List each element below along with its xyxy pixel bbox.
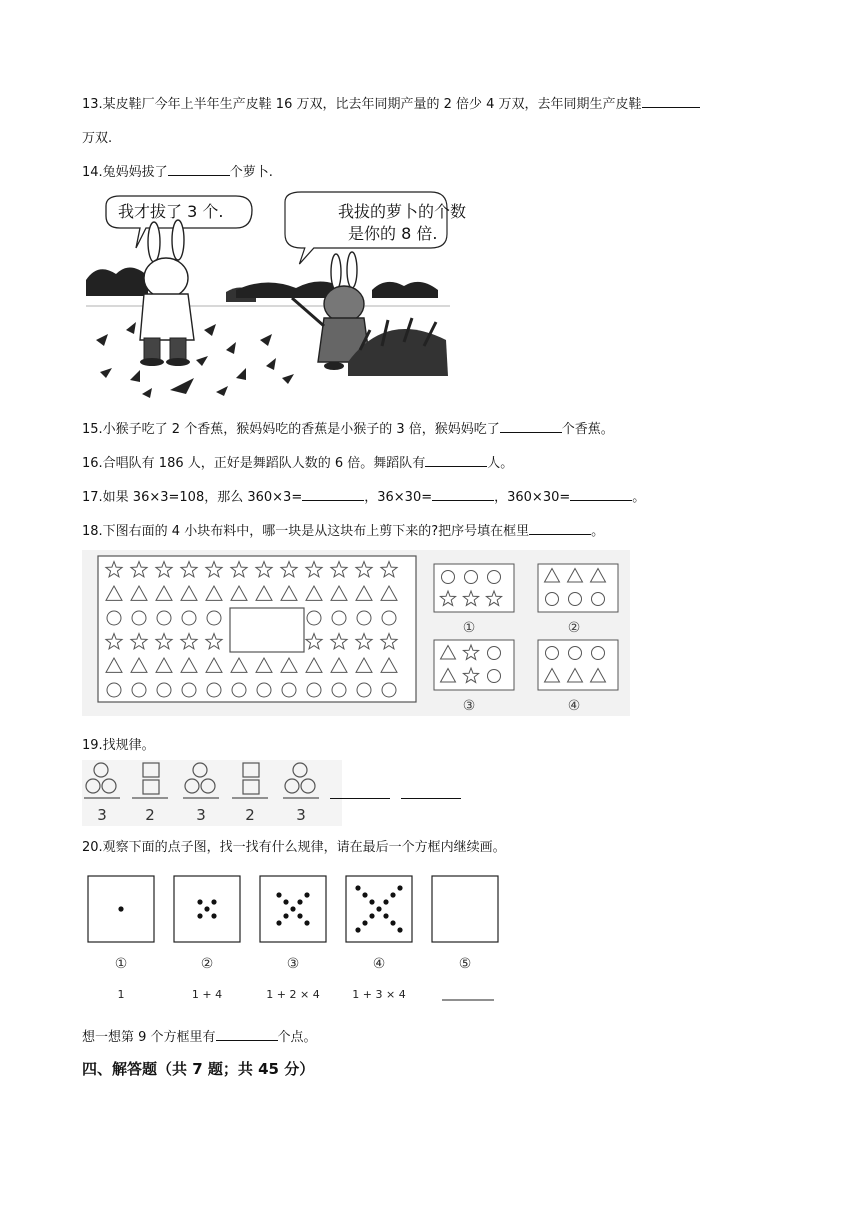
rabbit-illustration xyxy=(86,190,450,402)
box-label: ① xyxy=(114,956,128,972)
answer-blank[interactable] xyxy=(216,1028,278,1041)
box-label: ⑤ xyxy=(458,956,472,972)
option-4-label: ④ xyxy=(567,698,581,714)
left-speech-bubble: 我才拔了 3 个. xyxy=(118,202,224,221)
pattern-number: 2 xyxy=(245,806,255,824)
box-label: ② xyxy=(200,956,214,972)
answer-blank[interactable] xyxy=(432,488,494,501)
section-heading: 四、解答题（共 7 题；共 45 分） xyxy=(82,1060,315,1078)
formula: 1 xyxy=(117,988,125,1001)
answer-blank[interactable] xyxy=(168,163,230,176)
formula: 1 + 2 × 4 xyxy=(266,988,320,1001)
question-17: 17.如果 36×3=108，那么 360×3= ，36×30= ，360×30= 。 xyxy=(82,490,646,505)
pattern-number: 3 xyxy=(196,806,206,824)
dot-pattern-figure xyxy=(82,866,502,1006)
formula: 1 + 3 × 4 xyxy=(352,988,406,1001)
question-19: 19.找规律。 xyxy=(82,738,155,753)
question-13-continued: 万双. xyxy=(82,131,113,146)
box-label: ③ xyxy=(286,956,300,972)
question-20-followup: 想一想第 9 个方框里有 个点。 xyxy=(82,1030,317,1045)
question-20: 20.观察下面的点子图，找一找有什么规律，请在最后一个方框内继续画。 xyxy=(82,840,506,855)
answer-blank[interactable] xyxy=(642,95,700,108)
answer-blank[interactable] xyxy=(302,488,364,501)
right-speech-bubble-line2: 是你的 8 倍. xyxy=(348,224,438,243)
answer-blank[interactable] xyxy=(529,522,591,535)
question-16: 16.合唱队有 186 人，正好是舞蹈队人数的 6 倍。舞蹈队有 人。 xyxy=(82,456,514,471)
formula: 1 + 4 xyxy=(191,988,223,1001)
answer-blank[interactable] xyxy=(570,488,632,501)
answer-blank[interactable] xyxy=(401,786,461,799)
question-13: 13.某皮鞋厂今年上半年生产皮鞋 16 万双，比去年同期产量的 2 倍少 4 万双，去年同期生产皮鞋 xyxy=(82,93,700,112)
answer-blank[interactable] xyxy=(425,454,487,467)
pattern-number: 3 xyxy=(296,806,306,824)
question-15: 15.小猴子吃了 2 个香蕉，猴妈妈吃的香蕉是小猴子的 3 倍，猴妈妈吃了 个香蕉。 xyxy=(82,422,614,437)
option-2-label: ② xyxy=(567,620,581,636)
fabric-figure xyxy=(82,550,630,716)
question-18: 18.下图右面的 4 小块布料中，哪一块是从这块布上剪下来的?把序号填在框里 。 xyxy=(82,524,605,539)
question-14: 14.兔妈妈拔了 个萝卜. xyxy=(82,165,273,180)
pattern-number: 2 xyxy=(145,806,155,824)
answer-blank[interactable] xyxy=(500,420,562,433)
answer-blank[interactable] xyxy=(330,786,390,799)
pattern-number: 3 xyxy=(97,806,107,824)
option-3-label: ③ xyxy=(462,698,476,714)
option-1-label: ① xyxy=(462,620,476,636)
box-label: ④ xyxy=(372,956,386,972)
right-speech-bubble-line1: 我拔的萝卜的个数 xyxy=(338,202,467,221)
pattern-figure xyxy=(82,760,342,826)
